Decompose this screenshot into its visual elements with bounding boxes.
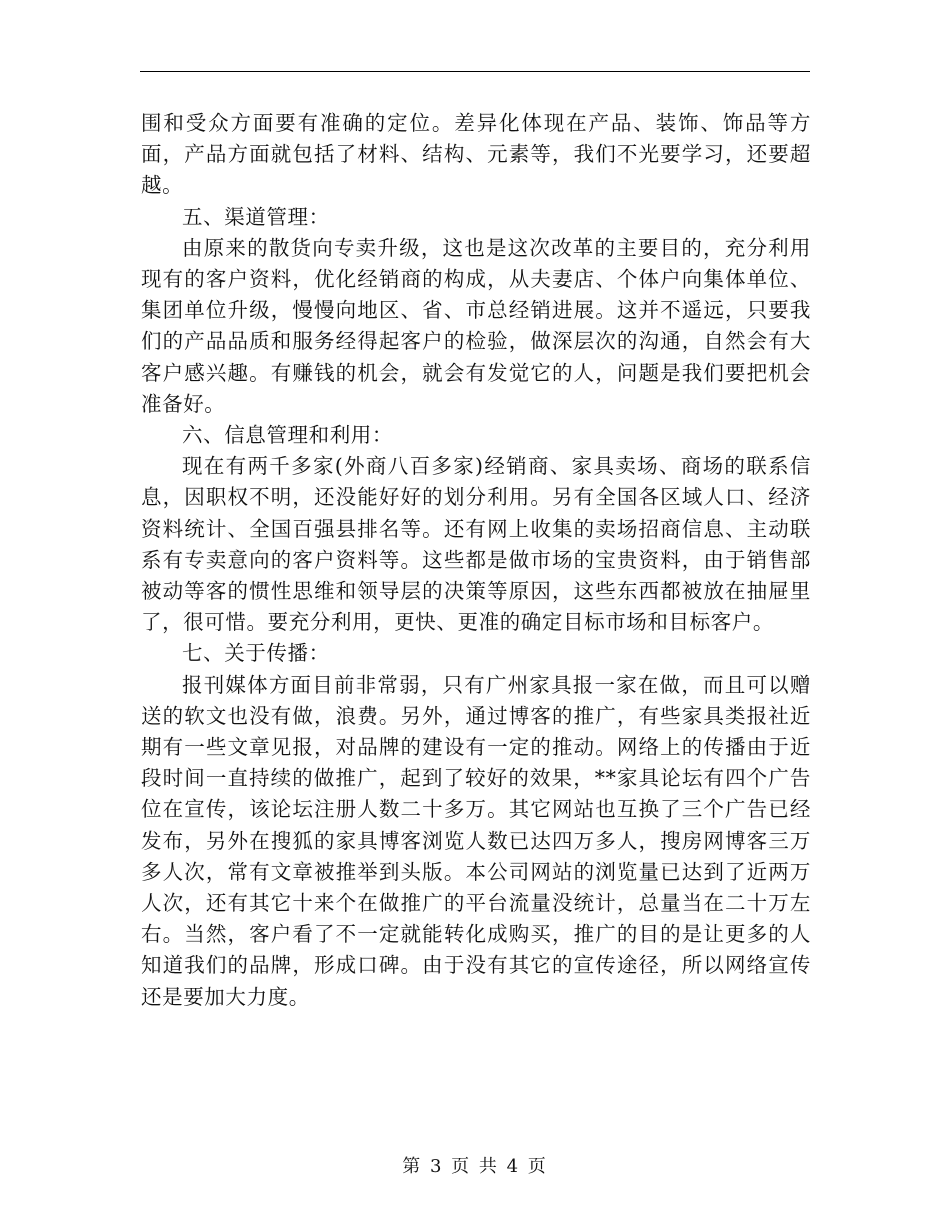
document-body [141,108,811,1013]
paragraph-channel-management: 由原来的散货向专卖升级，这也是这次改革的主要目的，充分利用现有的客户资料，优化经销商的构成，从夫妻店、个体户向集体单位、集团单位升级，慢慢向地区、省、市总经销进展。这并不遥远，只要我们的产品品质和服务经得起客户的检验，做深层次的沟通，自然会有大客户感兴趣。有赚钱的机会，就会有发觉它的人，问题是我们要把机会准备好。 [141,235,811,416]
section-heading-information-management: 六、信息管理和利用： [182,423,393,448]
paragraph-information-management: 现在有两千多家(外商八百多家)经销商、家具卖场、商场的联系信息，因职权不明，还没能好好的划分利用。另有全国各区域人口、经济资料统计、全国百强县排名等。还有网上收集的卖场招商信息、主动联系有专卖意向的客户资料等。这些都是做市场的宝贵资料，由于销售部被动等客的惯性思维和领导层的决策等原因，这些东西都被放在抽屉里了，很可惜。要充分利用，更快、更准的确定目标市场和目标客户。 [141,454,811,635]
section-heading-channel-management: 五、渠道管理： [182,204,330,229]
header-rule [140,71,810,72]
paragraph-continuation: 围和受众方面要有准确的定位。差异化体现在产品、装饰、饰品等方面，产品方面就包括了材料、结构、元素等，我们不光要学习，还要超越。 [141,111,811,198]
page-number-footer: 第 3 页 共 4 页 [402,1156,548,1177]
section-heading-communication: 七、关于传播： [182,641,330,666]
paragraph-communication: 报刊媒体方面目前非常弱，只有广州家具报一家在做，而且可以赠送的软文也没有做，浪费。另外，通过博客的推广，有些家具类报社近期有一些文章见报，对品牌的建设有一定的推动。网络上的传播由于近段时间一直持续的做推广，起到了较好的效果，**家具论坛有四个广告位在宣传，该论坛注册人数二十多万。其它网站也互换了三个广告已经发布，另外在搜狐的家具博客浏览人数已达四万多人，搜房网博客三万多人次，常有文章被推举到头版。本公司网站的浏览量已达到了近两万人次，还有其它十来个在做推广的平台流量没统计，总量当在二十万左右。当然，客户看了不一定就能转化成购买，推广的目的是让更多的人知道我们的品牌，形成口碑。由于没有其它的宣传途径，所以网络宣传还是要加大力度。 [141,672,811,1009]
